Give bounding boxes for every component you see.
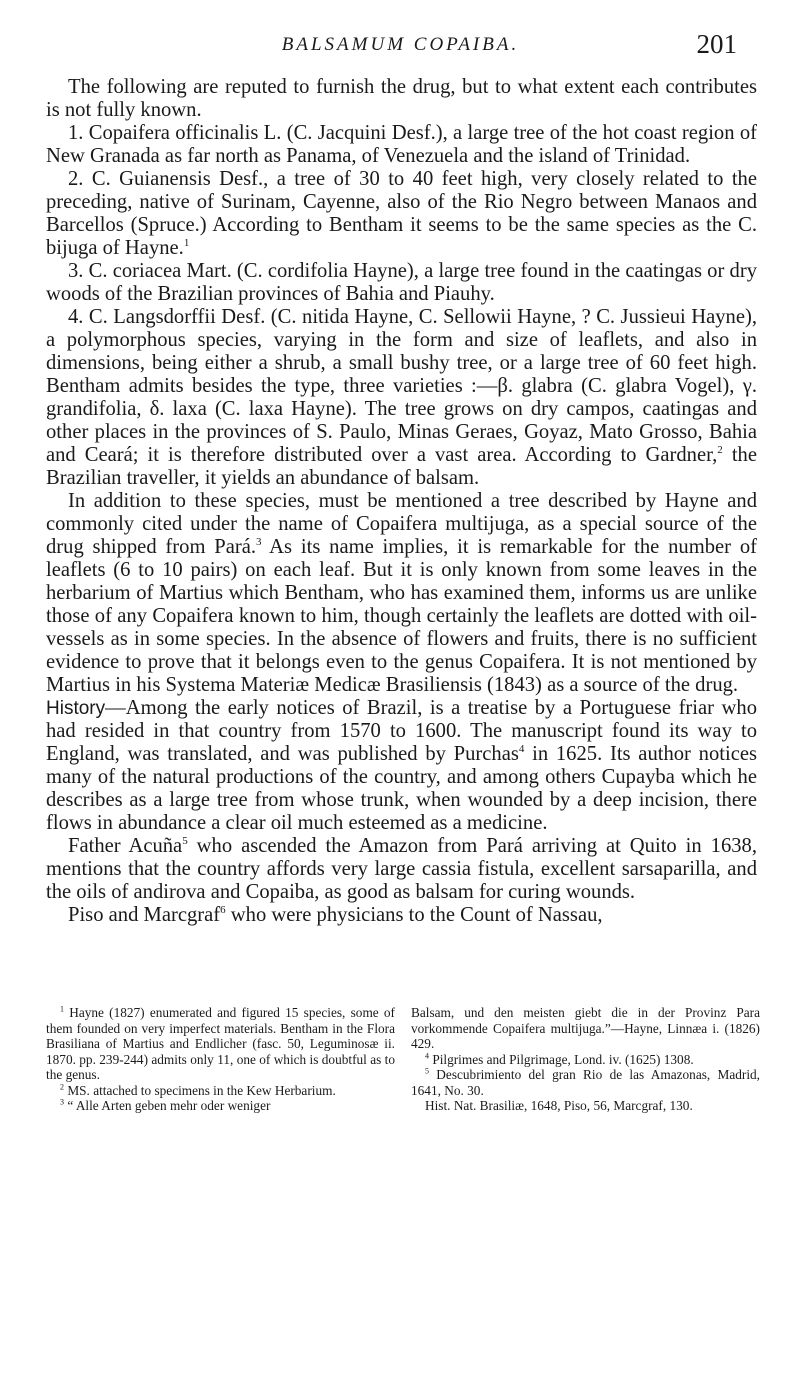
species-guianensis-text: 2. C. Guianensis Desf., a tree of 30 to 40 feet high, very closely related to the preceding, native of Surinam, Cayenne, also of the Rio Negro between Manaos and Barcellos (Spruce.) According to Bentham it seems to be the same species as the C. bijuga of Hayne.: [46, 168, 757, 259]
footnote-4-text: Pilgrimes and Pilgrimage, Lond. iv. (1625) 1308.: [429, 1051, 694, 1067]
piso-paragraph: [46, 904, 757, 927]
footnote-1: [46, 1005, 395, 1083]
footnote-4-mark: 4: [425, 1051, 429, 1061]
acuna-text: Father Acuña: [68, 835, 183, 857]
history-heading: History: [46, 698, 106, 719]
multijuga-text: In addition to these species, must be mentioned a tree described by Hayne and commonly cited under the name of Copaifera multijuga, as a special source of the drug shipped from Pará.: [46, 490, 757, 558]
acuna-paragraph: [46, 835, 757, 904]
footnote-5-mark: 5: [425, 1066, 429, 1076]
footnotes: [46, 1005, 760, 1114]
footnote-1-mark: 1: [60, 1004, 64, 1014]
intro-paragraph: The following are reputed to furnish the drug, but to what extent each contributes is not fully known.: [46, 76, 757, 121]
footnote-2: [46, 1083, 395, 1099]
footnote-ref-4: 4: [518, 743, 525, 756]
footnote-2-text: MS. attached to specimens in the Kew Herbarium.: [64, 1082, 336, 1098]
history-paragraph: [46, 697, 757, 835]
piso-text-end: who were physicians to the Count of Nassau,: [225, 904, 603, 926]
species-langsdorffii: [46, 306, 757, 490]
footnote-3-text: “ Alle Arten geben mehr oder weniger: [64, 1098, 271, 1113]
piso-text: Piso and Marcgraf: [68, 904, 221, 926]
footnotes-left-column: [46, 1005, 395, 1114]
footnote-1-text: Hayne (1827) enumerated and figured 15 species, some of them founded on very imperfect materials. Bentham in the Flora Brasiliana of Martius and Endlicher (fasc. 50, Leguminosæ ii. 1870. pp. 239-244) admits only 11, one of which is doubtful as to the genus.: [46, 1005, 395, 1082]
history-text: —Among the early notices of Brazil, is a treatise by a Portuguese friar who had resided in that country from 1570 to 1600. The manuscript found its way to England, was translated, and was published by Purchas: [46, 697, 757, 765]
footnote-4: [411, 1052, 760, 1068]
footnote-ref-2: 2: [717, 444, 723, 457]
footnote-6: Hist. Nat. Brasiliæ, 1648, Piso, 56, Marcgraf, 130.: [425, 1098, 693, 1113]
multijuga-paragraph: [46, 490, 757, 697]
footnote-2-mark: 2: [60, 1082, 64, 1092]
history-text-end: in 1625. Its author notices many of the natural productions of the country, and among others Cupayba which he describes as a large tree from whose trunk, when wounded by a deep incision, there flows in abundance a clear oil much esteemed as a medicine.: [46, 743, 757, 834]
footnote-ref-5: 5: [182, 835, 188, 848]
footnote-ref-6: 6: [220, 904, 226, 917]
running-head: [0, 29, 801, 64]
footnote-ref-3: 3: [256, 536, 262, 549]
footnote-3-mark: 3: [60, 1097, 64, 1107]
species-guianensis: [46, 168, 757, 260]
footnote-ref-1: 1: [183, 237, 190, 250]
footnote-5: [411, 1067, 760, 1098]
species-officinalis: 1. Copaifera officinalis L. (C. Jacquini Desf.), a large tree of the hot coast region of New Granada as far north as Panama, of Venezuela and the island of Trinidad.: [46, 122, 757, 167]
species-langsdorffii-text: 4. C. Langsdorffii Desf. (C. nitida Hayne, C. Sellowii Hayne, ? C. Jussieui Hayne), a polymorphous species, varying in the form and size of leaflets, and also in dimensions, being either a shrub, a small bushy tree, or a large tree of 60 feet high. Bentham admits besides the type, three varieties :—β. glabra (C. glabra Vogel), γ. grandifolia, δ. laxa (C. laxa Hayne). The tree grows on dry campos, caatingas and other places in the provinces of S. Paulo, Minas Geraes, Goyaz, Mato Grosso, Bahia and Ceará; it is therefore distributed over a vast area. According to Gardner,: [46, 306, 757, 466]
species-coriacea: 3. C. coriacea Mart. (C. cordifolia Hayne), a large tree found in the caatingas or dry woods of the Brazilian provinces of Bahia and Piauhy.: [46, 260, 757, 305]
footnote-3-continued: Balsam, und den meisten giebt die in der Provinz Para vorkommende Copaifera multijuga.”—Hayne, Linnæa i. (1826) 429.: [411, 1005, 760, 1051]
running-title: BALSAMUM COPAIBA.: [281, 34, 520, 55]
footnote-5-text: Descubrimiento del gran Rio de las Amazonas, Madrid, 1641, No. 30.: [411, 1067, 760, 1098]
page-number: 201: [696, 29, 737, 59]
species-langsdorffii-text-end: the Brazilian traveller, it yields an abundance of balsam.: [46, 444, 757, 489]
footnotes-right-column: [411, 1005, 760, 1114]
footnote-3: [46, 1098, 395, 1114]
body-text: [46, 76, 757, 927]
acuna-text-end: who ascended the Amazon from Pará arriving at Quito in 1638, mentions that the country affords very large cassia fistula, excellent sarsaparilla, and the oils of andirova and Copaiba, as good as balsam for curing wounds.: [46, 835, 758, 903]
multijuga-text-end: As its name implies, it is remarkable for the number of leaflets (6 to 10 pairs) on each leaf. But it is only known from some leaves in the herbarium of Martius which Bentham, who has examined them, informs us are unlike those of any Copaifera known to him, though certainly the leaflets are dotted with oil-vessels as in some species. In the absence of flowers and fruits, there is no sufficient evidence to prove that it belongs even to the genus Copaifera. It is not mentioned by Martius in his Systema Materiæ Medicæ Brasiliensis (1843) as a source of the drug.: [46, 536, 758, 696]
